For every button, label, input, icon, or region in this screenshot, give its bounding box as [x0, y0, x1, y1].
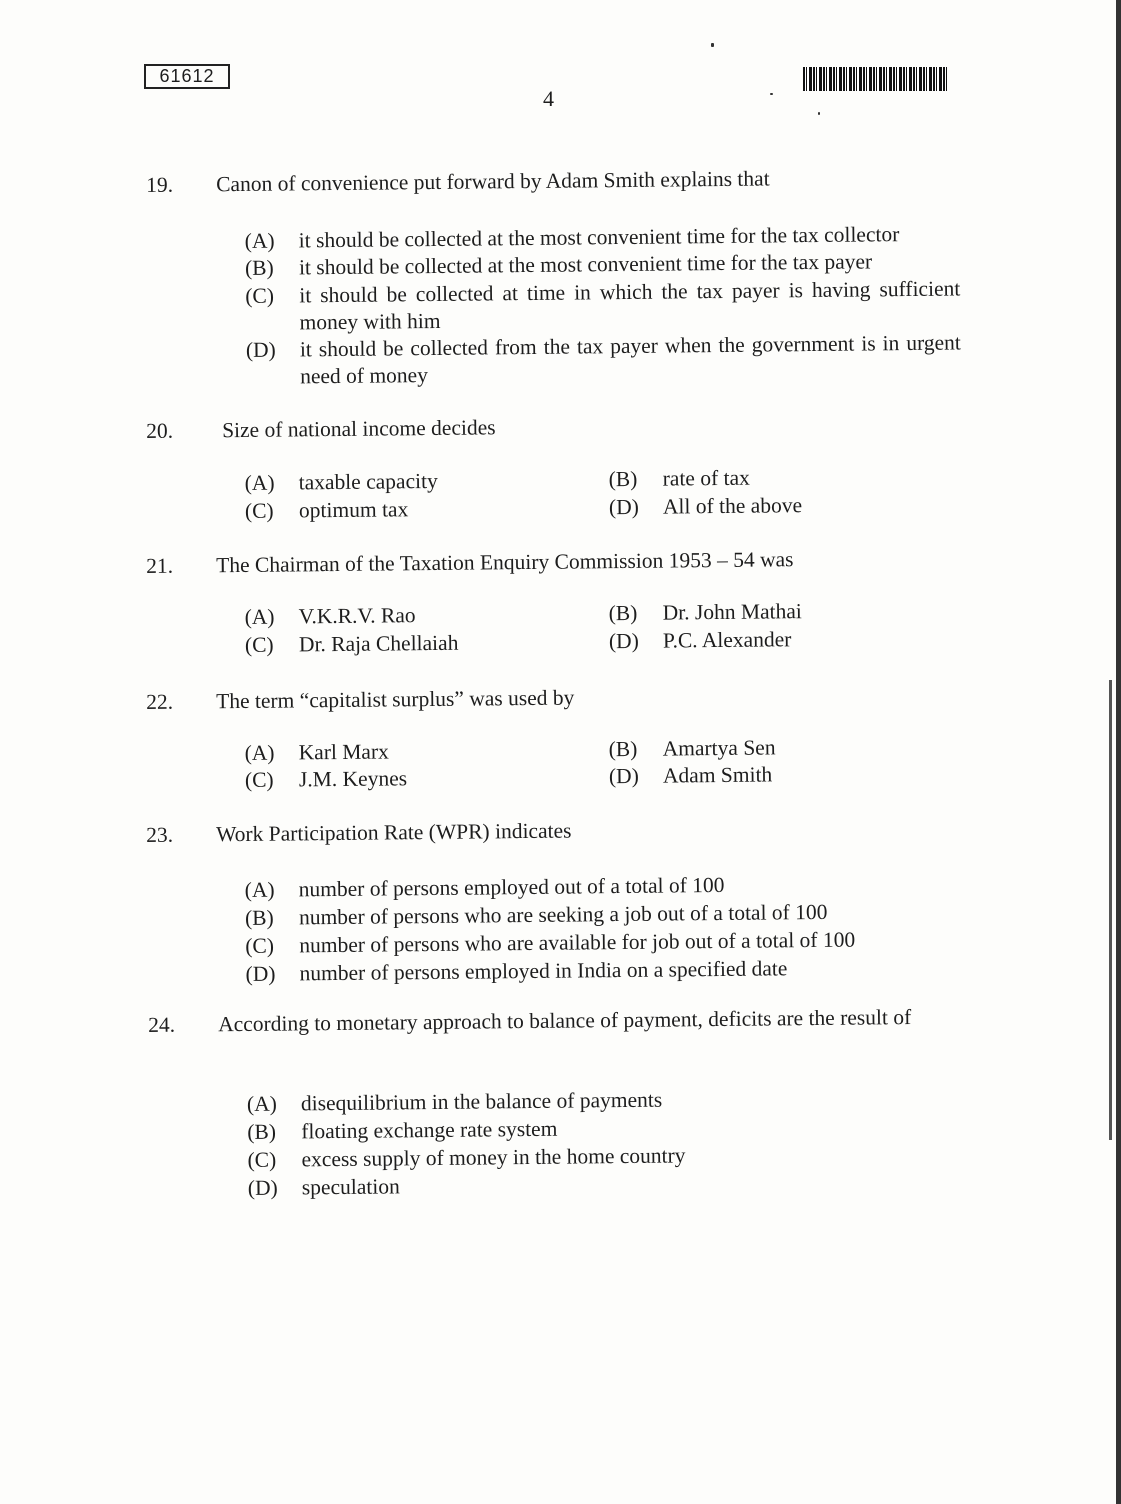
question-text: According to monetary approach to balance of payment, deficits are the result of — [218, 1005, 912, 1037]
question-text: Work Participation Rate (WPR) indicates — [216, 818, 572, 847]
question-number: 23. — [146, 822, 174, 847]
scan-speck — [770, 93, 773, 95]
scan-speck — [711, 43, 714, 47]
option-text: Dr. Raja Chellaiah — [298, 630, 459, 657]
option-label: (A) — [244, 228, 275, 253]
scan-edge — [1116, 0, 1121, 1504]
option-label: (B) — [244, 905, 274, 930]
option-label: (D) — [608, 763, 639, 789]
option-a — [245, 602, 416, 631]
option-text: disequilibrium in the balance of payments — [300, 1087, 663, 1116]
option-text: P.C. Alexander — [662, 627, 792, 653]
option-text: Amartya Sen — [662, 735, 776, 761]
option-label: (D) — [608, 494, 639, 520]
question-number: 20. — [146, 418, 174, 443]
option-label: (C) — [247, 1147, 277, 1172]
option-label: (B) — [608, 600, 638, 626]
option-text: Dr. John Mathai — [662, 599, 802, 625]
option-b — [609, 465, 750, 493]
option-label: (A) — [244, 877, 275, 902]
option-text: taxable capacity — [298, 468, 438, 495]
scan-edge-mark — [1109, 680, 1112, 1140]
option-text: it should be collected at time in which the tax payer is having sufficient money with him — [299, 276, 961, 335]
option-label: (D) — [245, 337, 276, 362]
option-label: (B) — [608, 466, 638, 492]
option-text: number of persons employed in India on a specified date — [299, 956, 788, 986]
option-text: it should be collected at the most convenient time for the tax payer — [298, 249, 873, 280]
option-c — [245, 275, 961, 336]
option-a — [245, 468, 438, 497]
option-c — [245, 630, 459, 659]
question-text: Size of national income decides — [222, 415, 496, 443]
option-d — [246, 329, 962, 390]
option-label: (B) — [608, 736, 638, 762]
option-text: Karl Marx — [298, 739, 389, 765]
option-d — [609, 492, 802, 521]
option-text: number of persons who are seeking a job out of a total of 100 — [298, 899, 828, 930]
option-d — [248, 1173, 400, 1202]
option-a — [245, 872, 725, 904]
option-text: Adam Smith — [662, 762, 773, 788]
option-label: (A) — [244, 470, 275, 495]
option-label: (D) — [245, 961, 276, 986]
option-d — [245, 955, 787, 988]
option-b — [609, 598, 802, 627]
option-label: (A) — [244, 740, 275, 765]
option-label: (A) — [244, 604, 275, 629]
option-c — [247, 1142, 685, 1174]
option-label: (C) — [244, 767, 274, 792]
page-number: 4 — [543, 86, 554, 111]
option-text: V.K.R.V. Rao — [298, 603, 416, 629]
paper-code-box: 61612 — [144, 64, 230, 89]
option-text: it should be collected from the tax payer when the government is in urgent need of money — [299, 330, 961, 389]
option-c — [245, 496, 409, 525]
question-number: 19. — [146, 172, 174, 197]
option-text: All of the above — [662, 493, 803, 519]
option-label: (C) — [245, 933, 275, 958]
option-label: (C) — [244, 632, 274, 657]
option-d — [609, 761, 773, 790]
option-label: (A) — [246, 1091, 277, 1116]
option-text: excess supply of money in the home country — [301, 1143, 686, 1172]
option-a — [247, 1087, 662, 1118]
option-b — [247, 1116, 557, 1146]
option-a — [245, 738, 389, 767]
option-text: rate of tax — [662, 465, 750, 491]
option-text: speculation — [301, 1174, 400, 1200]
barcode — [803, 67, 947, 91]
option-label: (D) — [608, 628, 639, 654]
option-c — [245, 765, 407, 794]
option-label: (C) — [244, 498, 274, 523]
option-label: (C) — [245, 283, 275, 308]
question-text: Canon of convenience put forward by Adam Smith explains that — [216, 166, 770, 197]
question-number: 22. — [146, 689, 174, 714]
scan-speck — [818, 112, 820, 115]
option-text: number of persons who are available for job out of a total of 100 — [299, 927, 856, 958]
option-text: it should be collected at the most convenient time for the tax collector — [298, 222, 900, 253]
question-text: The term “capitalist surplus” was used by — [216, 685, 575, 714]
option-text: floating exchange rate system — [301, 1116, 558, 1144]
option-label: (D) — [247, 1175, 278, 1200]
option-text: number of persons employed out of a total of 100 — [298, 872, 725, 902]
question-number: 24. — [148, 1012, 176, 1037]
option-label: (B) — [247, 1119, 277, 1144]
option-text: J.M. Keynes — [298, 766, 408, 792]
option-label: (B) — [244, 255, 274, 280]
option-b — [609, 734, 776, 763]
question-number: 21. — [146, 553, 174, 578]
option-d — [609, 626, 792, 655]
option-text: optimum tax — [298, 497, 409, 523]
question-text: The Chairman of the Taxation Enquiry Commission 1953 – 54 was — [216, 547, 794, 578]
